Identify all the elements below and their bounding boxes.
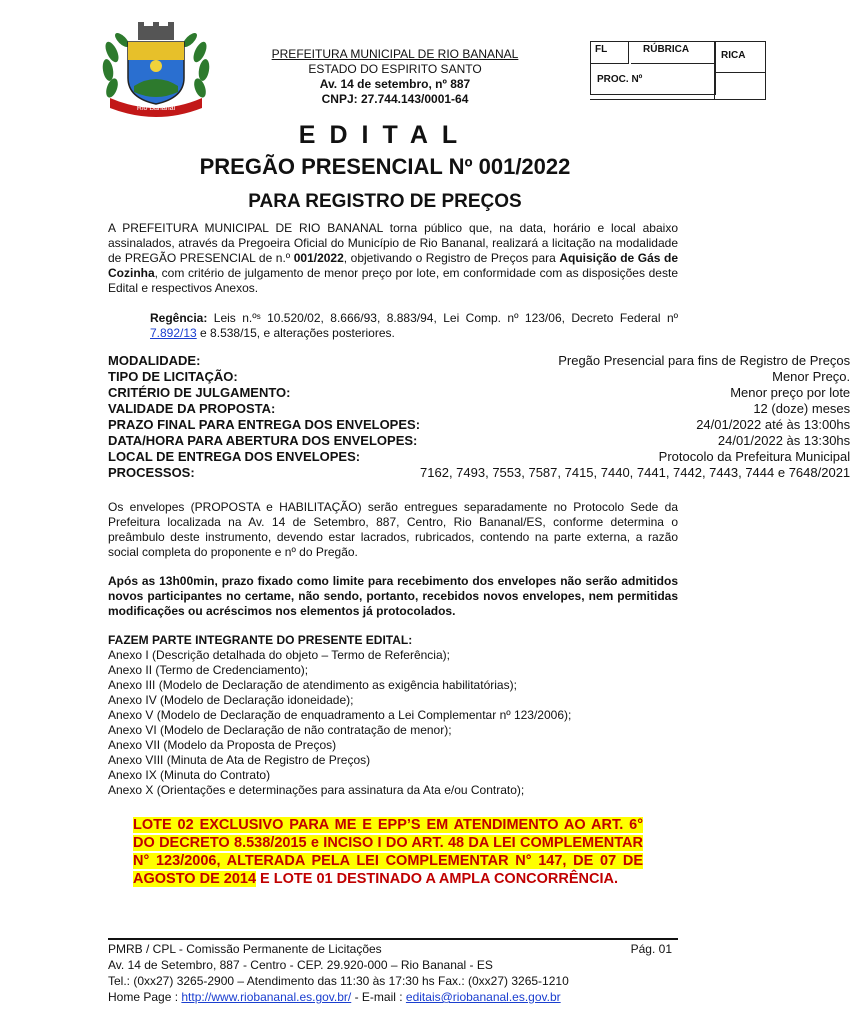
lote-rest: E LOTE 01 DESTINADO A AMPLA CONCORRÊNCIA.: [256, 871, 619, 887]
annex-item: Anexo III (Modelo de Declaração de atendimento as exigência habilitatórias);: [108, 678, 517, 692]
protocol-stamp: [590, 41, 716, 95]
registro-subtitle: PARA REGISTRO DE PREÇOS: [248, 191, 522, 212]
annex-item: Anexo VII (Modelo da Proposta de Preços): [108, 738, 337, 752]
info-value: Menor Preço.: [772, 369, 850, 384]
intro-paragraph: A PREFEITURA MUNICIPAL DE RIO BANANAL torna público que, na data, horário e local abaixo assinalados, através da Pregoeira Oficial do Município de Rio Bananal, realizará a licitação na modalidade de PREGÃO PRESENCIAL de n.º 001/2022, objetivando o Registro de Preços para Aquisição de Gás de Cozinha, com critério de julgamento de menor preço por lote, em conformidade com as disposições deste Edital e respectivos Anexos.: [108, 221, 678, 295]
annex-item: Anexo IX (Minuta do Contrato): [108, 768, 271, 782]
annex-item: Anexo VI (Modelo de Declaração de não contratação de menor);: [108, 723, 452, 737]
annexes-list: [108, 633, 678, 798]
envelopes-paragraph: Os envelopes (PROPOSTA e HABILITAÇÃO) serão entregues separadamente no Protocolo Sede da Prefeitura localizada na Av. 14 de Setembro, 887, Centro, Rio Bananal/ES, conforme determina o preâmbulo deste instrumento, devendo estar lacrados, rubricados, contendo na parte externa, a razão social completa do proponente e nº do Pregão.: [108, 500, 678, 559]
info-row: [108, 433, 850, 449]
regencia-label: Regência:: [150, 311, 208, 325]
annex-item: Anexo VIII (Minuta de Ata de Registro de Preços): [108, 753, 371, 767]
info-row: [108, 401, 850, 417]
footer-phone: Tel.: (0xx27) 3265-2900 – Atendimento das 11:30 às 17:30 hs Fax.: (0xx27) 3265-1210: [108, 974, 569, 988]
info-label: CRITÉRIO DE JULGAMENTO:: [108, 385, 291, 400]
stamp-fl: FL: [591, 42, 629, 64]
footer-rule: [108, 938, 678, 940]
info-label: VALIDADE DA PROPOSTA:: [108, 401, 276, 416]
regencia-paragraph: Regência: Leis n.ºˢ 10.520/02, 8.666/93, 8.883/94, Lei Comp. nº 123/06, Decreto Federal nº 7.892/13 e 8.538/15, e alterações posteriores.: [150, 311, 678, 340]
municipal-crest: [100, 22, 212, 114]
page-footer: PMRB / CPL - Comissão Permanente de Licitações Pág. 01 Av. 14 de Setembro, 887 - Centro - CEP. 29.920-000 – Rio Bananal - ES Tel.: (0xx27) 3265-2900 – Atendimento das 11:30 às 17:30 hs Fax.: (0xx27) 3265-1210 Home Page : http://www.riobananal.es.gov.br/ - E-mail : editais@riobananal.es.gov.br: [108, 941, 678, 1005]
lote-highlight: LOTE 02 EXCLUSIVO PARA ME E EPP’S EM ATENDIMENTO AO ART. 6° DO DECRETO 8.538/2015 e INCISO I DO ART. 48 DA LEI COMPLEMENTAR N° 123/2006, ALTERADA PELA LEI COMPLEMENTAR N° 147, DE 07 DE AGOSTO DE 2014: [133, 817, 643, 887]
document-header: [230, 47, 560, 107]
crest-ribbon-text: Rio Bananal: [136, 105, 176, 112]
deadline-paragraph: Após as 13h00min, prazo fixado como limite para recebimento dos envelopes não serão admitidos novos participantes no certame, não sendo, portanto, recebidos novos envelopes, nem permitidas modificações ou acréscimos nos elementos já protocolados.: [108, 574, 678, 618]
annex-item: Anexo V (Modelo de Declaração de enquadramento a Lei Complementar nº 123/2006);: [108, 708, 572, 722]
stamp-rubrica-2: RICA: [721, 50, 746, 61]
annexes-heading: FAZEM PARTE INTEGRANTE DO PRESENTE EDITAL:: [108, 633, 413, 647]
info-row: [108, 417, 850, 433]
info-value: Menor preço por lote: [730, 385, 850, 400]
info-label: PROCESSOS:: [108, 465, 195, 480]
edital-title: EDITAL: [298, 121, 472, 149]
annex-item: Anexo X (Orientações e determinações para assinatura da Ata e/ou Contrato);: [108, 783, 525, 797]
info-label: MODALIDADE:: [108, 353, 201, 368]
info-label: TIPO DE LICITAÇÃO:: [108, 369, 238, 384]
info-value: Pregão Presencial para fins de Registro de Preços: [558, 353, 850, 368]
stamp-proc: PROC. Nº: [597, 74, 643, 85]
info-value: Protocolo da Prefeitura Municipal: [658, 449, 850, 464]
annex-item: Anexo IV (Modelo de Declaração idoneidade);: [108, 693, 354, 707]
page-number: Pág. 01: [630, 942, 672, 956]
header-estado: ESTADO DO ESPIRITO SANTO: [308, 62, 482, 76]
annex-item: Anexo II (Termo de Credenciamento);: [108, 663, 309, 677]
header-prefeitura: PREFEITURA MUNICIPAL DE RIO BANANAL: [271, 47, 519, 61]
info-row: [108, 385, 850, 401]
info-value: 24/01/2022 até às 13:00hs: [696, 417, 850, 432]
lote-notice: [133, 816, 643, 888]
info-row: [108, 353, 850, 369]
protocol-stamp-2: [714, 41, 766, 100]
info-value: 24/01/2022 às 13:30hs: [717, 433, 850, 448]
footer-commission: PMRB / CPL - Comissão Permanente de Licitações: [108, 942, 382, 956]
info-row: [108, 449, 850, 465]
pregao-number: 001/2022: [293, 251, 344, 265]
stamp-rubrica: RÚBRICA: [631, 42, 715, 64]
pregao-title: PREGÃO PRESENCIAL Nº 001/2022: [199, 154, 571, 179]
info-value: 7162, 7493, 7553, 7587, 7415, 7440, 7441, 7442, 7443, 7444 e 7648/2021: [420, 465, 850, 480]
footer-address: Av. 14 de Setembro, 887 - Centro - CEP. 29.920-000 – Rio Bananal - ES: [108, 958, 493, 972]
info-row: [108, 369, 850, 385]
info-label: PRAZO FINAL PARA ENTREGA DOS ENVELOPES:: [108, 417, 421, 432]
annex-item: Anexo I (Descrição detalhada do objeto – Termo de Referência);: [108, 648, 450, 662]
info-label: DATA/HORA PARA ABERTURA DOS ENVELOPES:: [108, 433, 418, 448]
bid-info-table: [108, 353, 850, 481]
info-label: LOCAL DE ENTREGA DOS ENVELOPES:: [108, 449, 361, 464]
object-description: Aquisição de Gás de Cozinha: [108, 251, 678, 280]
info-row: [108, 465, 850, 481]
email-link[interactable]: editais@riobananal.es.gov.br: [405, 990, 561, 1004]
homepage-link[interactable]: http://www.riobananal.es.gov.br/: [181, 990, 352, 1004]
header-cnpj: CNPJ: 27.744.143/0001-64: [321, 92, 469, 106]
header-address: Av. 14 de setembro, nº 887: [319, 77, 471, 91]
info-value: 12 (doze) meses: [753, 401, 850, 416]
decree-link[interactable]: 7.892/13: [150, 326, 197, 340]
